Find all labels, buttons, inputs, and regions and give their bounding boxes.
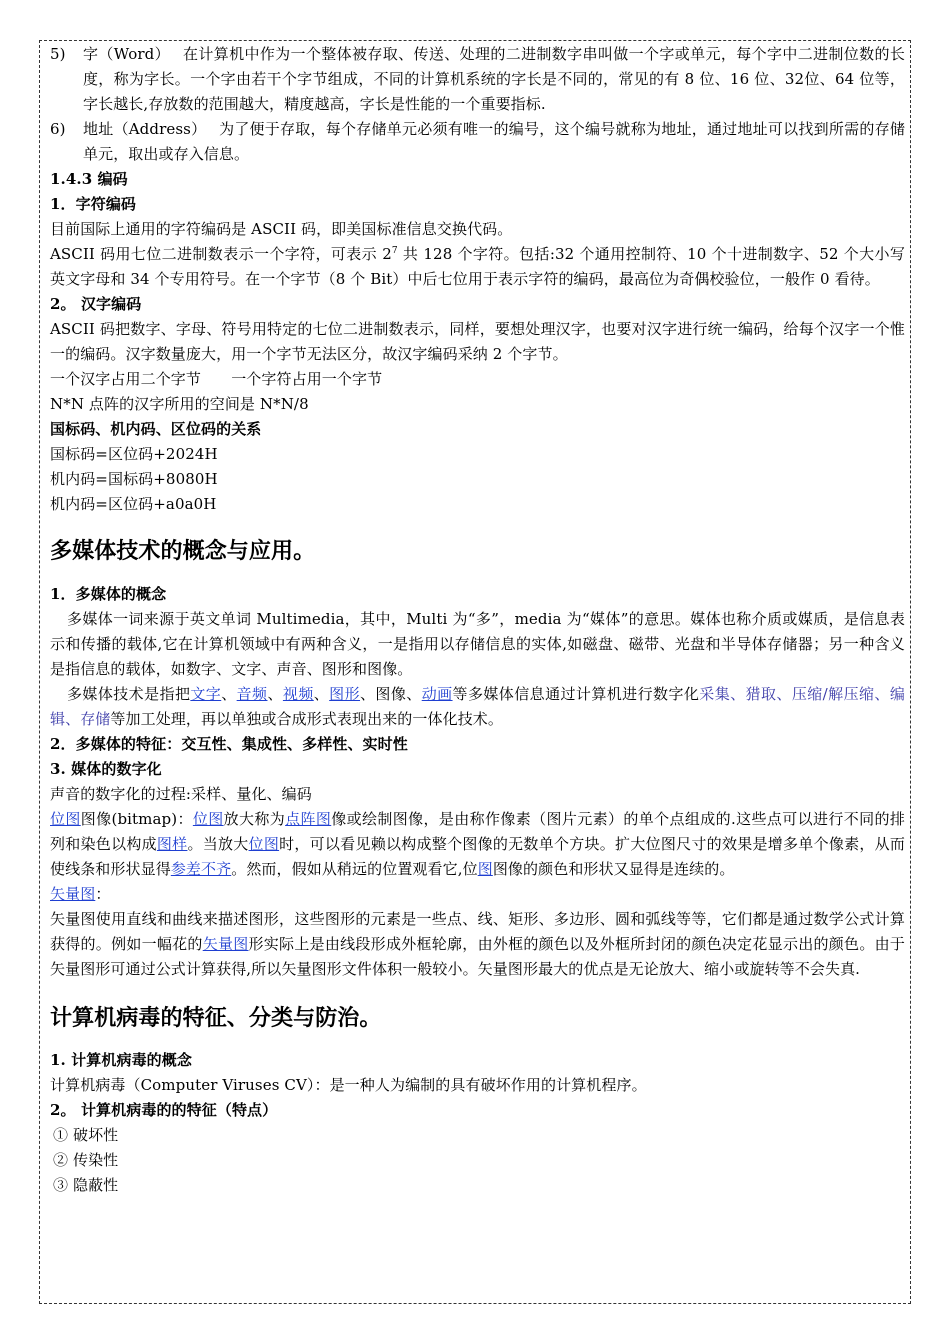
list-number: 6) (50, 120, 66, 138)
ascii-description (50, 242, 905, 292)
list-item-address (50, 117, 905, 167)
multimedia-feature-heading: 2．多媒体的特征：交互性、集成性、多样性、实时性 (50, 735, 408, 753)
char-encoding-heading: 1．字符编码 (50, 195, 137, 213)
processing-terms: 采集、猎取、压缩/解压缩、编辑、存储 (50, 685, 905, 728)
multimedia-concept-heading: 1．多媒体的概念 (50, 585, 167, 603)
link-jagged[interactable]: 参差不齐 (170, 860, 232, 878)
text-run: 等加工处理，再以单独或合成形式表现出来的一体化技术。 (110, 710, 504, 728)
link-bitmap[interactable]: 位图 (50, 810, 81, 828)
text-run: 。当放大 (187, 835, 249, 853)
text-run: 图像(bitmap)： (80, 810, 193, 828)
list-item: ① 破坏性 (53, 1126, 119, 1144)
hanzi-description: ASCII 码把数字、字母、符号用特定的七位二进制数表示，同样，要想处理汉字，也要对汉字进行统一编码，给每个汉字一个惟一的编码。汉字数量庞大，用一个字节无法区分，故汉字编码采纳 2 个字节。 (50, 320, 905, 363)
list-item: ② 传染性 (53, 1151, 119, 1169)
relation-line: 国标码=区位码+2024H (50, 445, 218, 463)
virus-feature-heading: 2。 计算机病毒的的特征（特点） (50, 1101, 278, 1119)
virus-section-title: 计算机病毒的特征、分类与防治。 (50, 1006, 382, 1031)
text-run: 像或绘制图像，是由称作像素（图片元素）的单个点组成的.这些点可以进行不同的排列和染色以构成 (50, 810, 905, 853)
sound-digitization-text: 声音的数字化的过程:采样、量化、编码 (50, 785, 312, 803)
relation-line: 机内码=区位码+a0a0H (50, 495, 217, 513)
word-definition: 字（Word） 在计算机中作为一个整体被存取、传送、处理的二进制数字串叫做一个字或单元，每个字中二进制位数的长度，称为字长。一个字由若干个字节组成，不同的计算机系统的字长是不同的，常见的有 8 位、16 位、32位、64 位等，字长越长,存放数的范围越大，精度越高，字长是性能的一个重要指标. (83, 45, 905, 113)
text-run: 、图像、 (360, 685, 422, 703)
text-run: 等多媒体信息通过计算机进行数字化 (452, 685, 700, 703)
multimedia-tech-text (50, 682, 905, 732)
text-run: 、 (267, 685, 283, 703)
link-graphic[interactable]: 图形 (329, 685, 361, 703)
list-item: ③ 隐蔽性 (53, 1176, 119, 1194)
document-body (50, 42, 905, 1198)
vector-paragraph (50, 907, 905, 982)
text-run: 图像的颜色和形状又显得是连续的。 (492, 860, 735, 878)
list-number: 5) (50, 45, 66, 63)
code-relation-heading: 国标码、机内码、区位码的关系 (50, 420, 262, 438)
link-pattern[interactable]: 图样 (156, 835, 188, 853)
digitization-heading: 3. 媒体的数字化 (50, 760, 162, 778)
ascii-intro: 目前国际上通用的字符编码是 ASCII 码，即美国标准信息交换代码。 (50, 220, 513, 238)
link-bitmap[interactable]: 位图 (248, 835, 280, 853)
address-definition: 地址（Address） 为了便于存取，每个存储单元必须有唯一的编号，这个编号就称为地址，通过地址可以找到所需的存储单元，取出或存入信息。 (83, 120, 905, 163)
ascii-desc-part: ASCII 码用七位二进制数表示一个字符，可表示 2 (50, 245, 392, 263)
text-run: 多媒体技术是指把 (67, 685, 191, 703)
link-dot-matrix[interactable]: 点阵图 (285, 810, 332, 828)
link-vector[interactable]: 矢量图 (202, 935, 249, 953)
text-run: 矢量图使用直线和曲线来描述图形，这些图形的元素是一些点、线、矩形、多边形、圆和弧线等等，它们都是通过数学公式计算获得的。例如一幅花的 (50, 910, 905, 953)
text-run: 时，可以看见赖以构成整个图像的无数单个方块。扩大位图尺寸的效果是增多单个像素，从而使线条和形状显得 (50, 835, 906, 878)
bitmap-paragraph (50, 807, 905, 882)
link-bitmap[interactable]: 位图 (192, 810, 224, 828)
text-run: 形实际上是由线段形成外框轮廓，由外框的颜色以及外框所封闭的颜色决定花显示出的颜色。由于矢量图形可通过公式计算获得,所以矢量图形文件体积一般较小。矢量图形最大的优点是无论放大、缩小或旋转等不会失真. (50, 935, 905, 978)
text-run: 、 (313, 685, 330, 703)
link-animation[interactable]: 动画 (421, 685, 453, 703)
hanzi-byte-note: 一个汉字占用二个字节 一个字符占用一个字节 (50, 370, 383, 388)
encoding-heading: 1.4.3 编码 (50, 170, 128, 188)
exponent: 7 (391, 246, 398, 256)
text-run: 放大称为 (223, 810, 286, 828)
list-item-word (50, 42, 905, 117)
virus-concept-text: 计算机病毒（Computer Viruses CV）：是一种人为编制的具有破坏作用的计算机程序。 (50, 1076, 647, 1094)
text-run: 。然而，假如从稍远的位置观看它,位 (231, 860, 478, 878)
link-audio[interactable]: 音频 (236, 685, 268, 703)
link-video[interactable]: 视频 (282, 685, 314, 703)
link-text[interactable]: 文字 (190, 685, 222, 703)
link-vector[interactable]: 矢量图 (50, 885, 96, 903)
dot-matrix-note: N*N 点阵的汉字所用的空间是 N*N/8 (50, 395, 309, 413)
text-run: 、 (221, 685, 237, 703)
vector-heading (50, 882, 905, 907)
multimedia-section-title: 多媒体技术的概念与应用。 (50, 539, 316, 564)
multimedia-concept-text: 多媒体一词来源于英文单词 Multimedia，其中，Multi 为“多”，media 为“媒体”的意思。媒体也称介质或媒质，是信息表示和传播的载体,它在计算机领域中有两种含义，一是指用以存储信息的实体,如磁盘、磁带、光盘和半导体存储器；另一种含义是指信息的载体，如数字、文字、声音、图形和图像。 (50, 610, 905, 678)
ascii-desc-part: 共 128 个字符。包括:32 个通用控制符、10 个十进制数字、52 个大小写英文字母和 34 个专用符号。在一个字节（8 个 Bit）中后七位用于表示字符的编码，最高位为奇偶校验位，一般作 0 看待。 (50, 245, 905, 288)
virus-concept-heading: 1. 计算机病毒的概念 (50, 1051, 192, 1069)
relation-line: 机内码=国标码+8080H (50, 470, 218, 488)
hanzi-encoding-heading: 2。 汉字编码 (50, 295, 142, 313)
link-image[interactable]: 图 (477, 860, 493, 878)
text-run: ： (95, 885, 111, 903)
